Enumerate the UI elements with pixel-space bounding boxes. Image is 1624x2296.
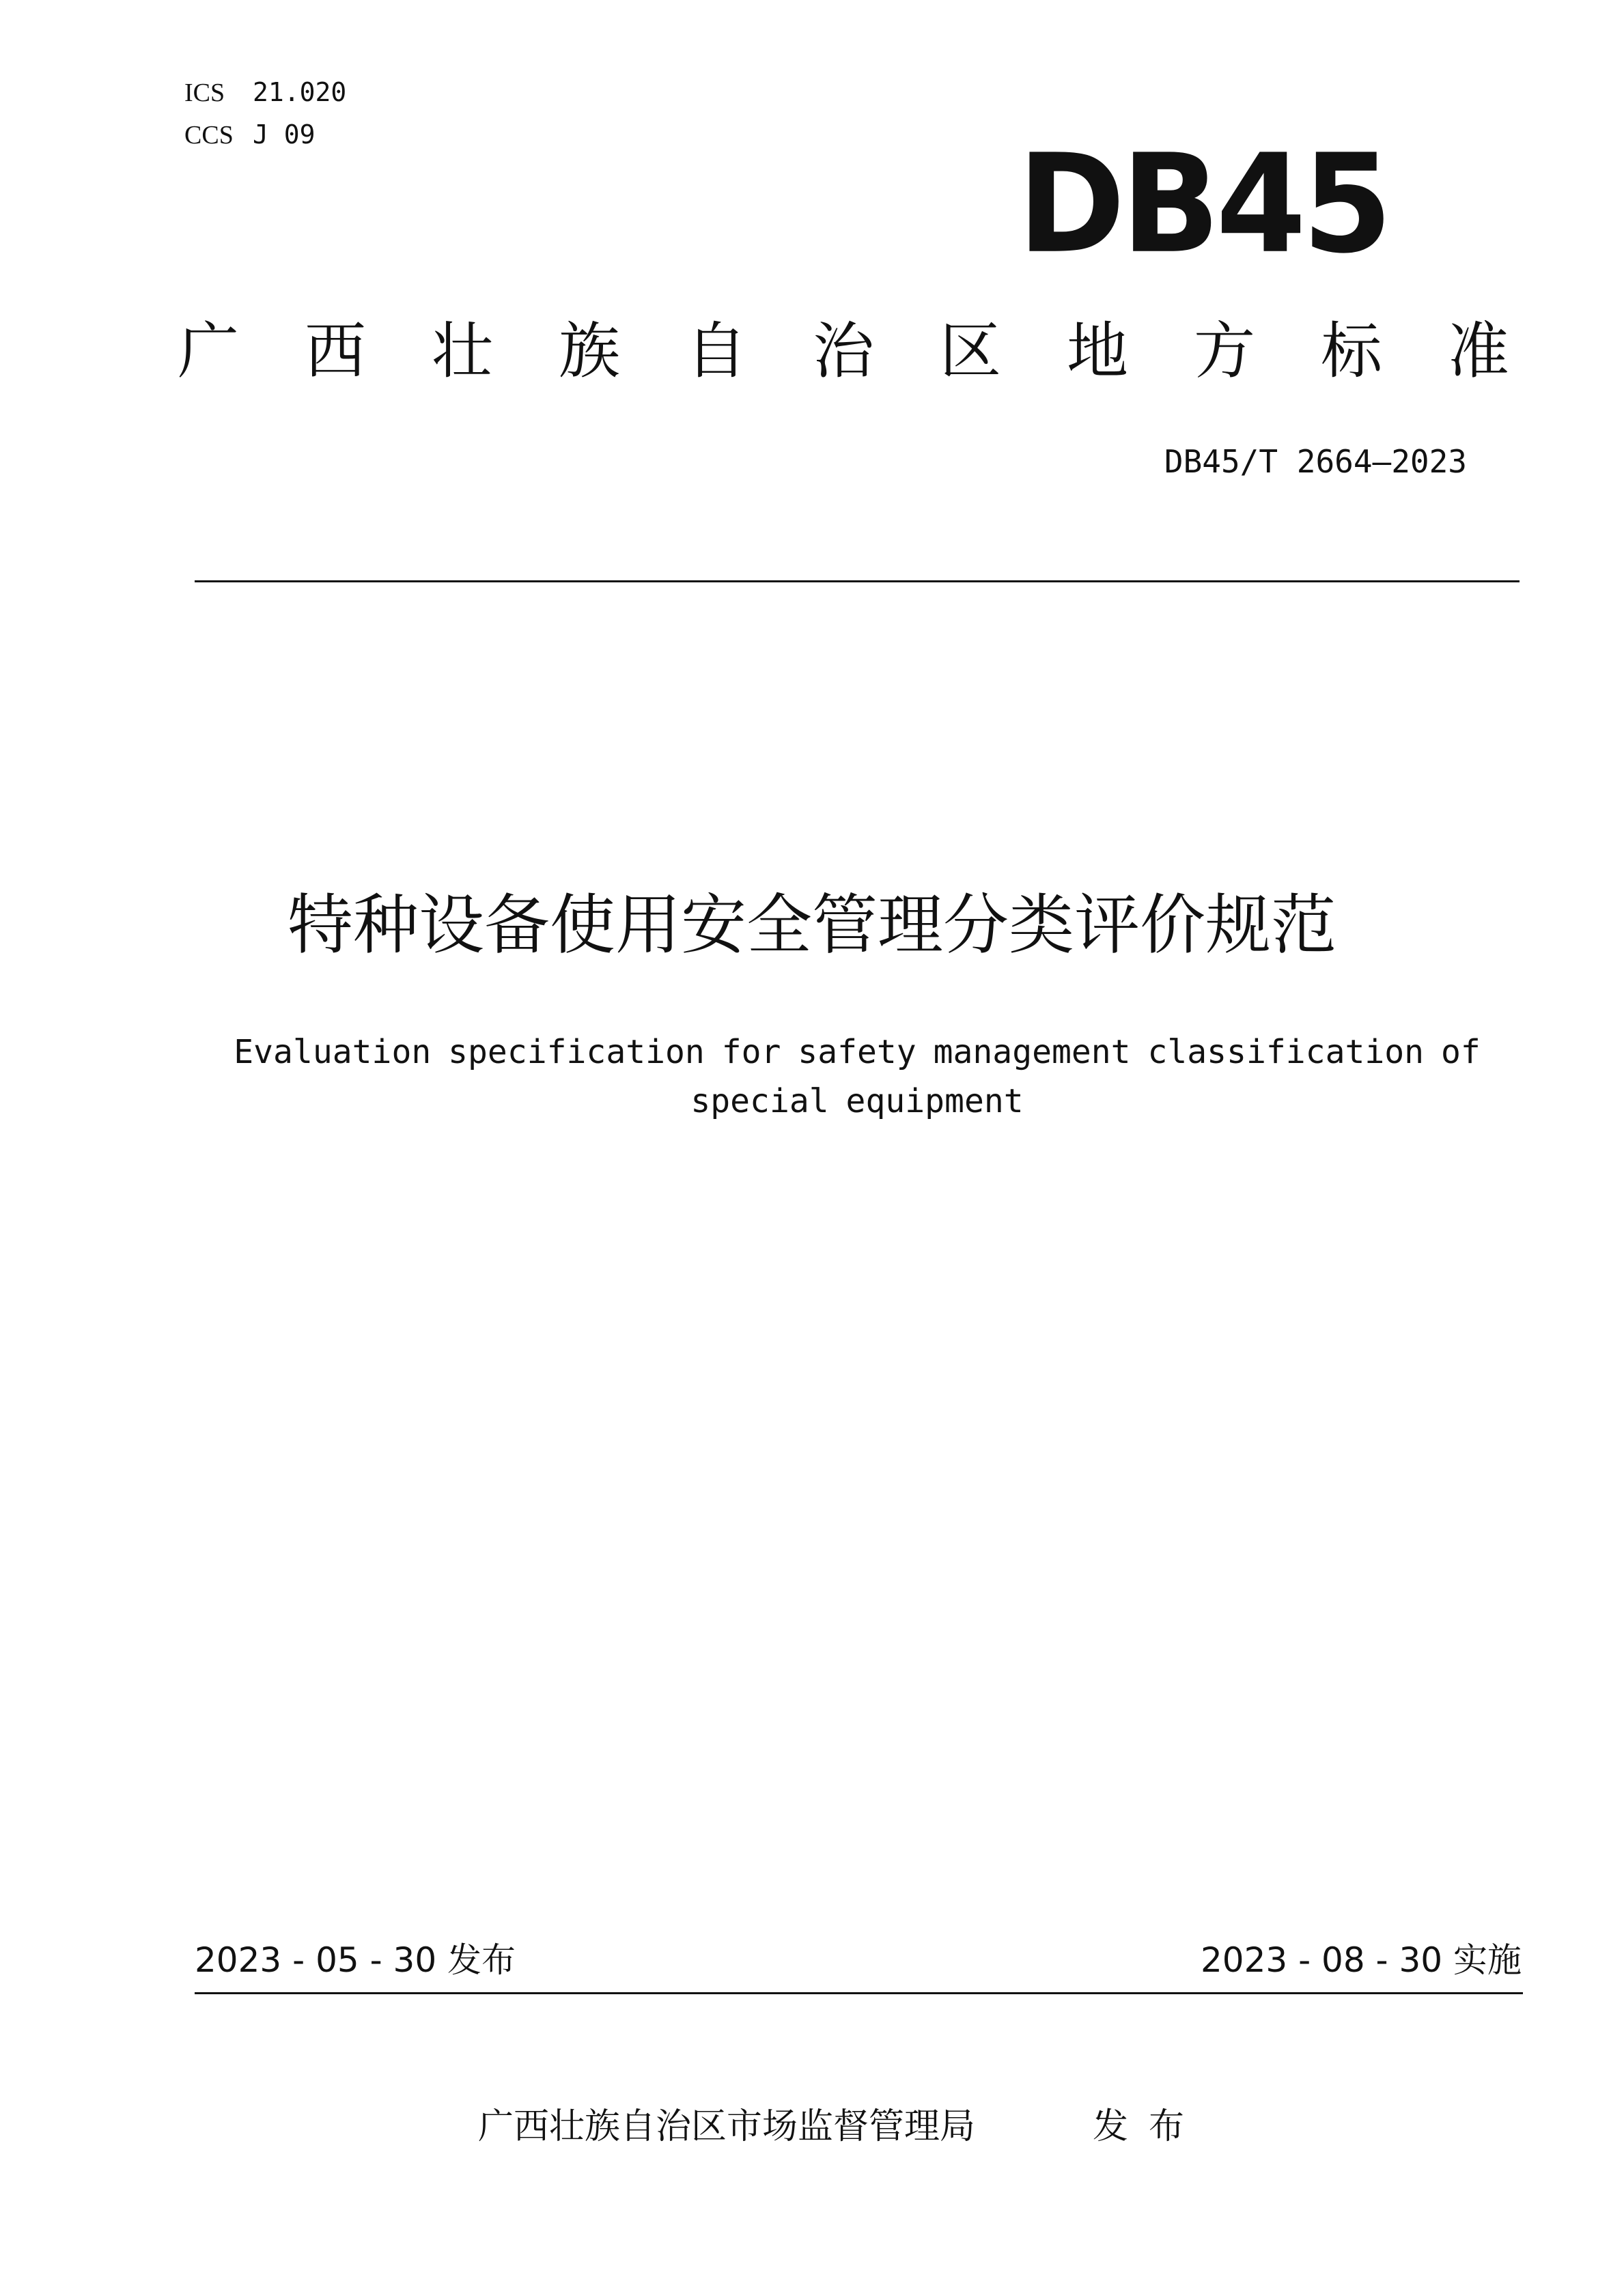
category-char: 地 — [1067, 315, 1128, 387]
top-divider — [195, 580, 1520, 582]
ccs-code — [184, 119, 316, 150]
implement-date: 2023 - 08 - 30 实施 — [1200, 1940, 1522, 1980]
category-char: 族 — [559, 315, 620, 387]
document-title-english: Evaluation specification for safety management classification of special equipment — [234, 1033, 1481, 1120]
category-char: 西 — [305, 315, 366, 387]
ics-value: 21.020 — [253, 77, 347, 107]
category-char: 广 — [178, 315, 239, 387]
publish-date: 2023 - 05 - 30 发布 — [195, 1940, 516, 1980]
standard-number: DB45/T 2664—2023 — [1164, 443, 1467, 480]
category-char: 准 — [1448, 315, 1509, 387]
category-char: 方 — [1194, 315, 1255, 387]
category-char: 壮 — [432, 315, 493, 387]
ccs-value: J 09 — [253, 119, 316, 150]
category-char: 治 — [813, 315, 874, 387]
ics-code — [184, 77, 346, 108]
ics-label: ICS — [184, 79, 225, 107]
ccs-label: CCS — [184, 121, 234, 150]
category-char: 标 — [1321, 315, 1382, 387]
db45-logo: DB45 — [1018, 124, 1388, 283]
issue-action: 发布 — [1093, 2106, 1205, 2147]
standard-category-title — [178, 311, 1509, 393]
bottom-divider — [195, 1992, 1523, 1994]
issuing-authority: 广西壮族自治区市场监督管理局 — [478, 2106, 976, 2147]
category-char: 自 — [686, 315, 747, 387]
category-char: 区 — [940, 315, 1001, 387]
document-title-chinese: 特种设备使用安全管理分类评价规范 — [288, 887, 1336, 963]
